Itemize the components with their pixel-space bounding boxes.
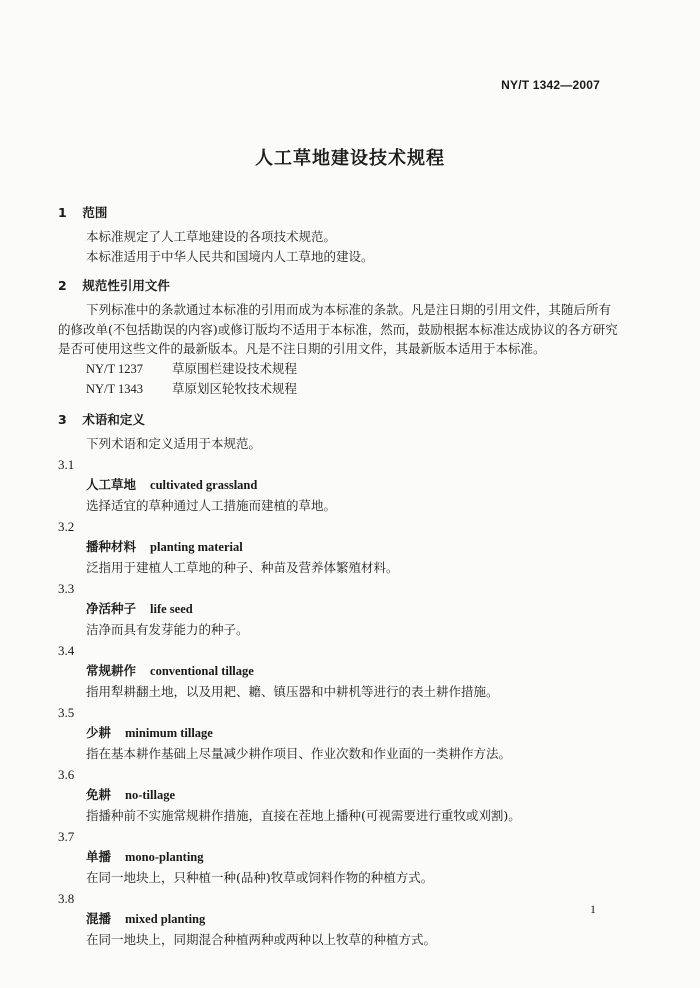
term-definition: 洁净而具有发芽能力的种子。: [86, 621, 249, 637]
term-definition: 指用犁耕翻土地，以及用耙、耱、镇压器和中耕机等进行的表土耕作措施。: [86, 683, 499, 699]
term-en: mono-planting: [125, 850, 204, 864]
term-number: 3.6: [58, 767, 75, 782]
term-zh: 混播: [86, 911, 112, 926]
term-number: 3.3: [58, 581, 75, 596]
section-1-heading: [58, 203, 618, 223]
term-title: [58, 847, 618, 868]
standard-code: NY/T 1342—2007: [501, 78, 600, 92]
paragraph: 下列标准中的条款通过本标准的引用而成为本标准的条款。凡是注日期的引用文件，其随后所有的修改单(不包括勘误的内容)或修订版均不适用于本标准，然而，鼓励根据本标准达成协议的各方研究是否可使用这些文件的最新版本。凡是不注日期的引用文件，其最新版本适用于本标准。: [58, 302, 618, 356]
reference-code: NY/T 1343: [86, 382, 144, 396]
reference-name: 草原围栏建设技术规程: [171, 360, 297, 376]
term-entry: [58, 640, 618, 701]
term-en: cultivated grassland: [150, 478, 258, 492]
section-2-heading: [58, 276, 618, 296]
section-title: 术语和定义: [82, 411, 145, 427]
term-definition: 泛指用于建植人工草地的种子、种苗及营养体繁殖材料。: [86, 559, 399, 575]
term-definition: 选择适宜的草种通过人工措施而建植的草地。: [86, 497, 337, 513]
term-definition: 在同一地块上，只种植一种(品种)牧草或饲料作物的种植方式。: [86, 869, 434, 885]
term-title: [58, 537, 618, 558]
term-en: conventional tillage: [150, 664, 254, 678]
term-en: mixed planting: [125, 912, 206, 926]
section-3-heading: [58, 410, 618, 430]
section-number: 3: [58, 411, 67, 427]
term-zh: 免耕: [86, 787, 112, 802]
paragraph: 下列术语和定义适用于本规范。: [86, 435, 262, 451]
reference-item: [58, 379, 618, 400]
term-number: 3.8: [58, 891, 75, 906]
term-en: minimum tillage: [125, 726, 213, 740]
term-entry: [58, 888, 618, 949]
term-number: 3.7: [58, 829, 75, 844]
term-entry: [58, 702, 618, 763]
term-definition: 指播种前不实施常规耕作措施，直接在茬地上播种(可视需要进行重牧或刈割)。: [86, 807, 521, 823]
term-en: planting material: [150, 540, 243, 554]
term-number: 3.5: [58, 705, 75, 720]
term-title: [58, 723, 618, 744]
term-definition: 在同一地块上，同期混合种植两种或两种以上牧草的种植方式。: [86, 931, 437, 947]
term-zh: 常规耕作: [86, 663, 137, 678]
term-title: [58, 785, 618, 806]
term-number: 3.4: [58, 643, 75, 658]
term-zh: 人工草地: [86, 477, 137, 492]
term-title: [58, 661, 618, 682]
term-zh: 播种材料: [86, 539, 137, 554]
term-entry: [58, 764, 618, 825]
term-number: 3.1: [58, 457, 75, 472]
section-number: 2: [58, 278, 67, 293]
paragraph: 本标准适用于中华人民共和国境内人工草地的建设。: [86, 248, 374, 264]
term-zh: 单播: [86, 849, 112, 864]
section-number: 1: [58, 205, 67, 220]
term-zh: 净活种子: [86, 601, 137, 616]
term-entry: [58, 826, 618, 887]
section-title: 范围: [82, 205, 108, 220]
term-en: life seed: [150, 602, 193, 616]
reference-item: [58, 359, 618, 380]
page-title: 人工草地建设技术规程: [255, 148, 445, 169]
term-title: [58, 475, 618, 496]
term-definition: 指在基本耕作基础上尽量减少耕作项目、作业次数和作业面的一类耕作方法。: [86, 745, 512, 761]
reference-name: 草原划区轮牧技术规程: [171, 381, 297, 396]
term-number: 3.2: [58, 519, 75, 534]
document-body: [58, 203, 618, 949]
term-title: [58, 909, 618, 930]
term-zh: 少耕: [86, 725, 112, 740]
term-en: no-tillage: [125, 788, 176, 802]
term-entry: [58, 516, 618, 577]
term-entry: [58, 578, 618, 639]
section-title: 规范性引用文件: [82, 278, 170, 293]
reference-code: NY/T 1237: [86, 361, 144, 376]
term-entry: [58, 454, 618, 515]
term-title: [58, 599, 618, 620]
paragraph: 本标准规定了人工草地建设的各项技术规范。: [86, 229, 337, 244]
page-number: 1: [590, 902, 596, 916]
